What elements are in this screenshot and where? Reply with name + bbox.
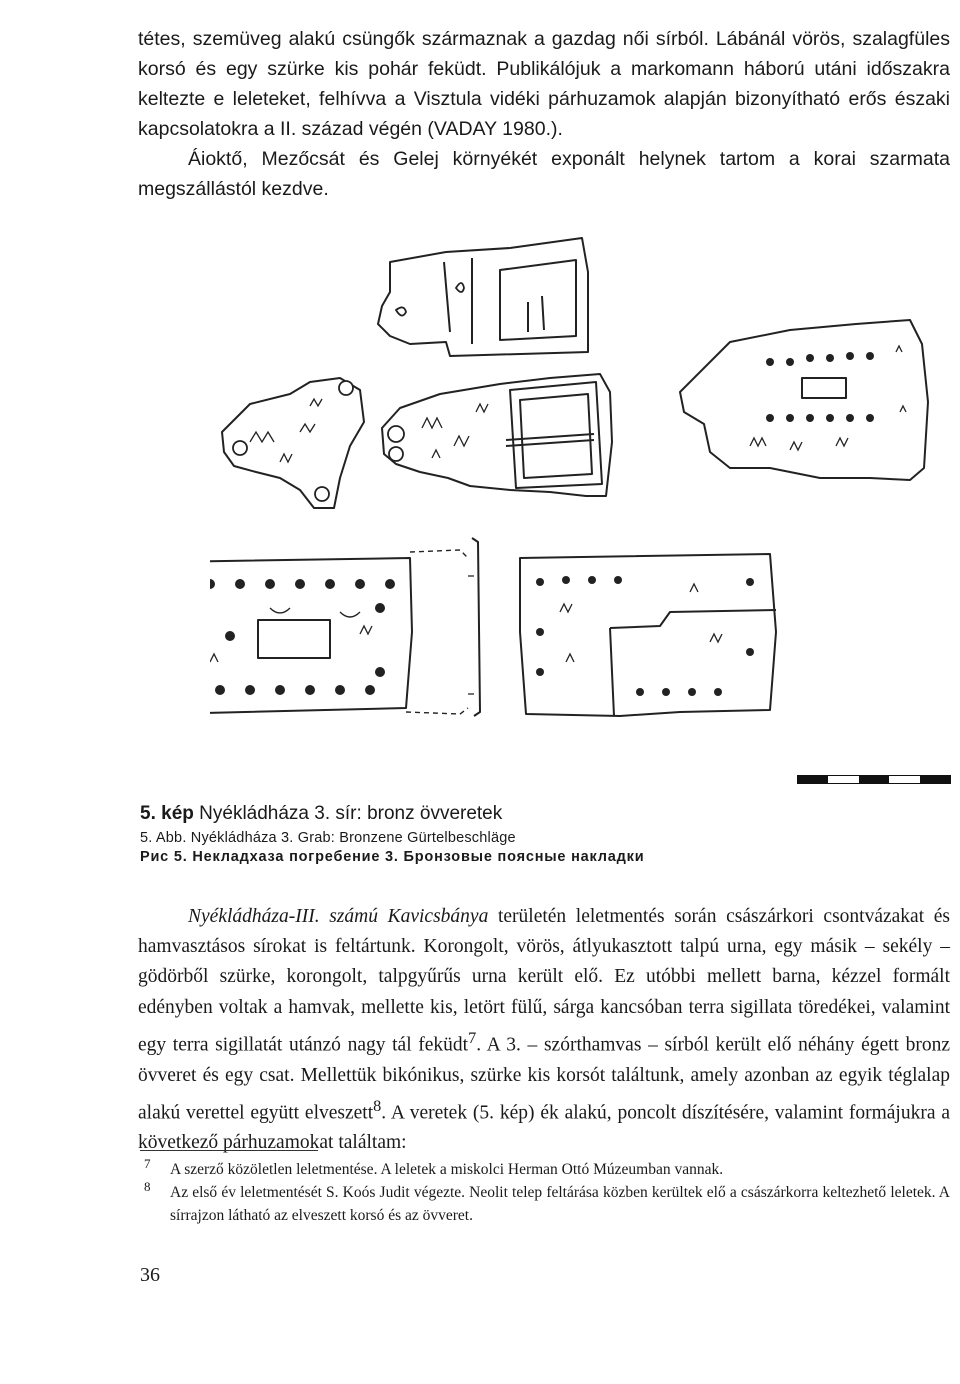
profile-strip bbox=[406, 538, 480, 716]
caption-hungarian-text: Nyékládháza 3. sír: bronz övveretek bbox=[199, 803, 503, 824]
l-shaped-plate-right bbox=[520, 554, 776, 716]
footnote-number: 8 bbox=[144, 1179, 151, 1194]
footnote-text: A szerző közöletlen leletmentése. A leletek a miskolci Herman Ottó Múzeumban vannak. bbox=[170, 1161, 724, 1178]
paragraph-nyekladhaza bbox=[138, 902, 950, 1159]
paragraph-grave-description: tétes, szemüveg alakú csüngők származnak a gazdag női sírból. Lábánál vörös, szalagfüles korsó és egy szürke kis pohár feküdt. Publikálójuk a markomann háború utáni időszakra keltezte e leleteket, felhívva a Visztula vidéki párhuzamok alapján bizonyítható erős északi kapcsolatokra a II. század végén (VADAY 1980.). bbox=[138, 28, 950, 140]
body-text-part1: területén leletmentés során császárkori csontvázakat és hamvasztásos sírokat is feltártunk. Korongolt, vörös, átlyukasztott talpú urna, egy másik – sekély – gödörből szürke, korongolt, talpgyűrűs urna került elő. Ez utóbbi mellett barna, kézzel formált edényben voltak a hamvak, mellette kis, letört fülű, sárga kancsóban terra sigillata töredékei, valamint egy terra sigillatát utánzó nagy tál feküdt bbox=[138, 906, 950, 1056]
top-paragraph bbox=[138, 24, 950, 204]
footnote-text: Az első év leletmentését S. Koós Judit végezte. Neolit telep feltárása közben kerültek elő a császárkorra keltezhető leletek. A sírrajzon látható az elveszett korsó és az övveret. bbox=[170, 1184, 950, 1224]
caption-german: 5. Abb. Nyékládháza 3. Grab: Bronzene Gürtelbeschläge bbox=[140, 830, 516, 846]
footnotes bbox=[140, 1158, 950, 1227]
site-name-italic: Nyékládháza-III. számú Kavicsbánya bbox=[188, 906, 489, 927]
figure-caption bbox=[140, 801, 930, 866]
belt-fittings-drawing bbox=[210, 232, 950, 792]
footnote-7 bbox=[140, 1158, 950, 1181]
footnote-divider bbox=[140, 1150, 318, 1151]
body-text-part2: . A 3. – szórthamvas – sírból került elő néhány égett bronz övveret és egy csat. Mellettük bikónikus, szürke kis korsót találtunk, amely azonban az egyik téglalap alakú verettel együtt elveszett bbox=[138, 1034, 951, 1124]
paragraph-sarmatian-occupation: Áioktő, Mezőcsát és Gelej környékét exponált helynek tartom a korai szarmata megszállástól kezdve. bbox=[138, 148, 950, 200]
buckle-with-frame bbox=[382, 374, 612, 496]
body-paragraph bbox=[138, 902, 950, 1159]
fragment-plate-right bbox=[680, 320, 928, 480]
footnote-8 bbox=[140, 1181, 950, 1227]
footnote-number: 7 bbox=[144, 1156, 151, 1171]
rectangular-plate-left bbox=[210, 558, 412, 714]
footnote-ref-7: 7 bbox=[468, 1028, 477, 1047]
footnote-ref-8: 8 bbox=[373, 1096, 382, 1115]
buckle-plate-top bbox=[378, 238, 588, 356]
body-text-part3: . A veretek (5. kép) ék alakú, poncolt díszítésére, valamint formájukra a következő párhuzamokat találtam: bbox=[138, 1102, 950, 1154]
page-number: 36 bbox=[140, 1264, 160, 1286]
caption-label: 5. kép bbox=[140, 803, 194, 824]
caption-russian: Рис 5. Некладхаза погребение 3. Бронзовые поясные накладки bbox=[140, 849, 645, 865]
scale-bar bbox=[797, 775, 951, 784]
caption-hungarian bbox=[140, 801, 930, 827]
triangular-fitting bbox=[222, 378, 364, 508]
